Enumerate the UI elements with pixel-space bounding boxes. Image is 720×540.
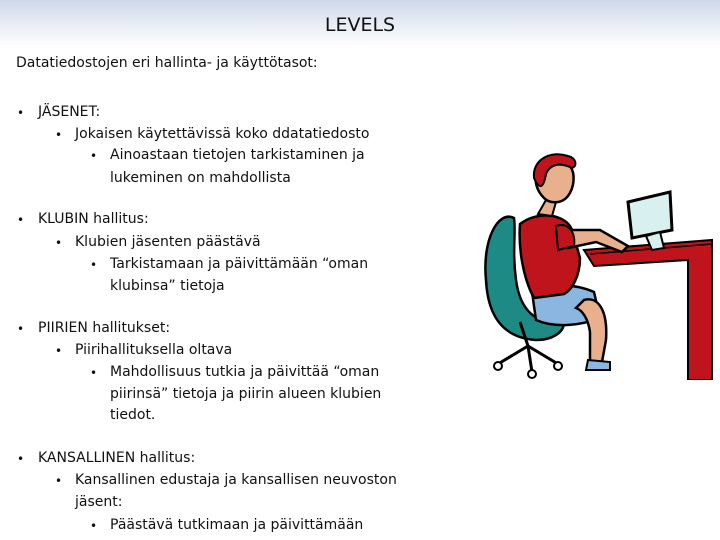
bullet-icon: • xyxy=(90,366,98,380)
section-detail: Päästävä tutkimaan ja päivittämään xyxy=(110,517,364,533)
section-sub: jäsent: xyxy=(75,494,123,510)
bullet-icon: • xyxy=(17,213,25,227)
section-detail: tiedot. xyxy=(110,407,156,423)
bullet-icon: • xyxy=(90,258,98,272)
slide-title: LEVELS xyxy=(324,14,396,36)
section-sub: Jokaisen käytettävissä koko ddatatiedosto xyxy=(75,126,370,142)
bullet-icon: • xyxy=(55,344,63,358)
bullet-icon: • xyxy=(17,106,25,120)
section-detail: Tarkistamaan ja päivittämään “oman xyxy=(110,256,369,272)
section-sub: Klubien jäsenten päästävä xyxy=(75,234,261,250)
bullet-icon: • xyxy=(55,128,63,142)
section-detail: Ainoastaan tietojen tarkistaminen ja xyxy=(110,147,365,163)
section-heading: KLUBIN hallitus: xyxy=(38,211,149,227)
section-heading: JÄSENET: xyxy=(38,104,101,120)
section-detail: Mahdollisuus tutkia ja päivittää “oman xyxy=(110,364,380,380)
section-sub: Piirihallituksella oltava xyxy=(75,342,233,358)
section-detail: piirinsä” tietoja ja piirin alueen klubien xyxy=(110,386,382,402)
bullet-icon: • xyxy=(90,519,98,533)
section-sub: Kansallinen edustaja ja kansallisen neuvoston xyxy=(75,472,397,488)
section-detail: klubinsa” tietoja xyxy=(110,278,225,294)
bullet-icon: • xyxy=(90,149,98,163)
person-at-computer-icon xyxy=(476,150,716,380)
section-detail: lukeminen on mahdollista xyxy=(110,170,291,186)
bullet-icon: • xyxy=(55,236,63,250)
slide-intro: Datatiedostojen eri hallinta- ja käyttötasot: xyxy=(16,55,318,71)
bullet-icon: • xyxy=(55,474,63,488)
section-heading: KANSALLINEN hallitus: xyxy=(38,450,196,466)
bullet-icon: • xyxy=(17,452,25,466)
section-heading: PIIRIEN hallitukset: xyxy=(38,320,171,336)
bullet-icon: • xyxy=(17,322,25,336)
